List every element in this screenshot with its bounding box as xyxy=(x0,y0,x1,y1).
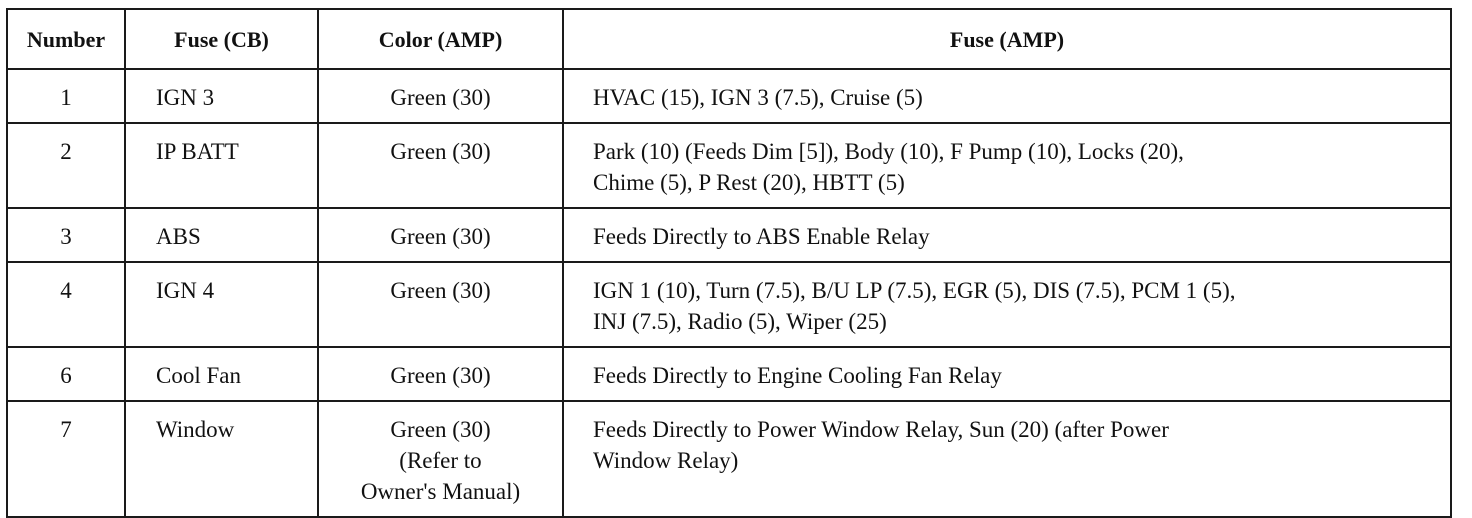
table-row xyxy=(7,69,1451,123)
cell-fuse-cb: ABS xyxy=(125,208,318,262)
table-body xyxy=(7,69,1451,517)
header-fuse-amp: Fuse (AMP) xyxy=(563,9,1451,69)
table-row xyxy=(7,401,1451,517)
cell-fuse-amp: IGN 1 (10), Turn (7.5), B/U LP (7.5), EGR (5), DIS (7.5), PCM 1 (5), INJ (7.5), Radio (5), Wiper (25) xyxy=(563,262,1451,347)
header-row xyxy=(7,9,1451,69)
cell-color-amp: Green (30) xyxy=(318,208,563,262)
cell-fuse-cb: Window xyxy=(125,401,318,517)
header-number: Number xyxy=(7,9,125,69)
cell-color-amp: Green (30) (Refer to Owner's Manual) xyxy=(318,401,563,517)
cell-fuse-amp: Feeds Directly to ABS Enable Relay xyxy=(563,208,1451,262)
cell-fuse-amp: Feeds Directly to Engine Cooling Fan Relay xyxy=(563,347,1451,401)
cell-color-amp: Green (30) xyxy=(318,262,563,347)
fuse-table xyxy=(6,8,1452,518)
cell-fuse-cb: IP BATT xyxy=(125,123,318,208)
cell-color-amp: Green (30) xyxy=(318,347,563,401)
header-fuse-cb: Fuse (CB) xyxy=(125,9,318,69)
cell-number: 1 xyxy=(7,69,125,123)
cell-fuse-cb: IGN 4 xyxy=(125,262,318,347)
cell-number: 3 xyxy=(7,208,125,262)
table-header xyxy=(7,9,1451,69)
cell-fuse-amp: Park (10) (Feeds Dim [5]), Body (10), F Pump (10), Locks (20), Chime (5), P Rest (20), HBTT (5) xyxy=(563,123,1451,208)
cell-fuse-cb: IGN 3 xyxy=(125,69,318,123)
cell-number: 7 xyxy=(7,401,125,517)
cell-number: 2 xyxy=(7,123,125,208)
cell-color-amp: Green (30) xyxy=(318,123,563,208)
table-row xyxy=(7,347,1451,401)
cell-number: 6 xyxy=(7,347,125,401)
table-row xyxy=(7,262,1451,347)
table-row xyxy=(7,123,1451,208)
cell-fuse-amp: HVAC (15), IGN 3 (7.5), Cruise (5) xyxy=(563,69,1451,123)
cell-number: 4 xyxy=(7,262,125,347)
cell-fuse-amp: Feeds Directly to Power Window Relay, Sun (20) (after Power Window Relay) xyxy=(563,401,1451,517)
cell-color-amp: Green (30) xyxy=(318,69,563,123)
table-row xyxy=(7,208,1451,262)
cell-fuse-cb: Cool Fan xyxy=(125,347,318,401)
header-color-amp: Color (AMP) xyxy=(318,9,563,69)
